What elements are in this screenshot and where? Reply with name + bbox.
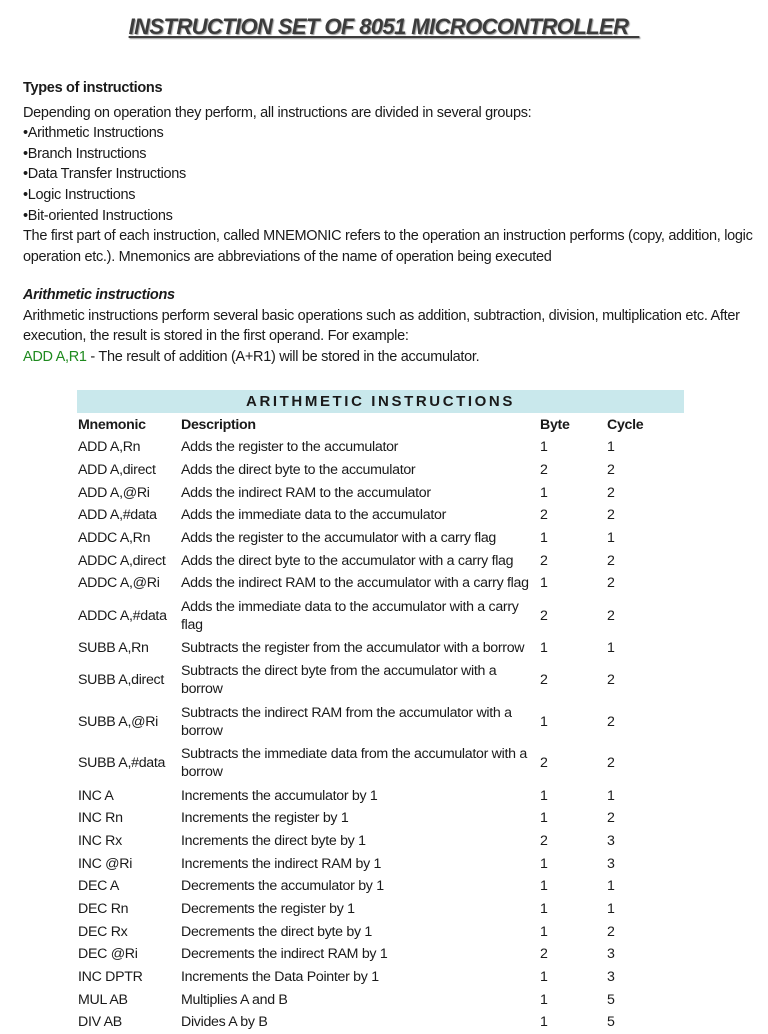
types-intro: Depending on operation they perform, all instructions are divided in several groups: bbox=[23, 104, 532, 121]
instruction-group-list bbox=[23, 123, 758, 226]
document-title: INSTRUCTION SET OF 8051 MICROCONTROLLER bbox=[128, 14, 640, 39]
table-row bbox=[77, 743, 684, 785]
byte-cell: 2 bbox=[540, 832, 548, 849]
table-row bbox=[77, 459, 684, 482]
types-heading: Types of instructions bbox=[23, 80, 163, 96]
cycle-cell: 1 bbox=[607, 439, 615, 456]
description-cell: Adds the immediate data to the accumulator bbox=[181, 507, 446, 524]
description-cell: Increments the register by 1 bbox=[181, 810, 349, 827]
arithmetic-table bbox=[77, 390, 684, 1034]
table-row bbox=[77, 852, 684, 875]
column-header-row bbox=[77, 413, 684, 436]
byte-cell: 1 bbox=[540, 901, 548, 918]
byte-cell: 2 bbox=[540, 552, 548, 569]
table-row bbox=[77, 436, 684, 459]
description-cell: Subtracts the direct byte from the accumulator with a borrow bbox=[181, 663, 497, 698]
cycle-cell: 2 bbox=[607, 755, 615, 772]
description-cell: Adds the immediate data to the accumulator with a carry flag bbox=[181, 598, 519, 633]
mnemonic-cell: ADD A,Rn bbox=[78, 439, 141, 456]
byte-cell: 2 bbox=[540, 672, 548, 689]
byte-cell: 1 bbox=[540, 639, 548, 656]
table-row bbox=[77, 943, 684, 966]
description-cell: Decrements the direct byte by 1 bbox=[181, 923, 372, 940]
byte-cell: 1 bbox=[540, 575, 548, 592]
mnemonic-cell: DEC @Ri bbox=[78, 946, 138, 963]
table-row bbox=[77, 549, 684, 572]
cycle-cell: 2 bbox=[607, 575, 615, 592]
arithmetic-heading: Arithmetic instructions bbox=[23, 287, 175, 303]
cycle-cell: 3 bbox=[607, 969, 615, 986]
mnemonic-cell: INC DPTR bbox=[78, 969, 143, 986]
cycle-cell: 1 bbox=[607, 530, 615, 547]
column-header-mnemonic: Mnemonic bbox=[78, 416, 146, 433]
description-cell: Adds the register to the accumulator with a carry flag bbox=[181, 530, 496, 547]
mnemonic-cell: DEC Rx bbox=[78, 923, 128, 940]
group-item: •Data Transfer Instructions bbox=[23, 166, 186, 183]
column-header-description: Description bbox=[181, 416, 256, 433]
table-row bbox=[77, 504, 684, 527]
description-cell: Subtracts the register from the accumulator with a borrow bbox=[181, 639, 525, 656]
mnemonic-cell: ADDC A,Rn bbox=[78, 530, 151, 547]
description-cell: Adds the register to the accumulator bbox=[181, 439, 399, 456]
byte-cell: 2 bbox=[540, 607, 548, 624]
mnemonic-cell: ADDC A,#data bbox=[78, 607, 167, 624]
table-row bbox=[77, 784, 684, 807]
cycle-cell: 2 bbox=[607, 607, 615, 624]
description-cell: Increments the indirect RAM by 1 bbox=[181, 855, 382, 872]
table-row bbox=[77, 572, 684, 595]
description-cell: Adds the indirect RAM to the accumulator with a carry flag bbox=[181, 575, 529, 592]
cycle-cell: 2 bbox=[607, 713, 615, 730]
cycle-cell: 5 bbox=[607, 1014, 615, 1031]
table-row bbox=[77, 875, 684, 898]
cycle-cell: 5 bbox=[607, 991, 615, 1008]
description-cell: Multiplies A and B bbox=[181, 991, 288, 1008]
group-item: •Branch Instructions bbox=[23, 145, 147, 162]
byte-cell: 1 bbox=[540, 1014, 548, 1031]
example-code: ADD A,R1 bbox=[23, 348, 87, 365]
cycle-cell: 2 bbox=[607, 484, 615, 501]
byte-cell: 1 bbox=[540, 713, 548, 730]
table-row bbox=[77, 637, 684, 660]
description-cell: Decrements the register by 1 bbox=[181, 901, 355, 918]
mnemonic-cell: ADD A,@Ri bbox=[78, 484, 150, 501]
arithmetic-section bbox=[23, 285, 758, 367]
description-cell: Adds the direct byte to the accumulator bbox=[181, 462, 416, 479]
mnemonic-cell: DIV AB bbox=[78, 1014, 122, 1031]
table-header: ARITHMETIC INSTRUCTIONS bbox=[77, 390, 684, 413]
byte-cell: 1 bbox=[540, 991, 548, 1008]
description-cell: Decrements the accumulator by 1 bbox=[181, 878, 384, 895]
arithmetic-example bbox=[23, 347, 758, 368]
table-row bbox=[77, 807, 684, 830]
description-cell: Increments the accumulator by 1 bbox=[181, 787, 378, 804]
instruction-table bbox=[77, 413, 684, 1034]
arithmetic-description: Arithmetic instructions perform several basic operations such as addition, subtraction, division, multiplication etc. After execution, the result is stored in the first operand. For example: bbox=[23, 307, 740, 345]
group-item: •Logic Instructions bbox=[23, 186, 136, 203]
table-row bbox=[77, 966, 684, 989]
cycle-cell: 2 bbox=[607, 923, 615, 940]
mnemonic-cell: SUBB A,#data bbox=[78, 755, 166, 772]
types-section bbox=[23, 78, 758, 267]
byte-cell: 1 bbox=[540, 787, 548, 804]
byte-cell: 2 bbox=[540, 462, 548, 479]
mnemonic-cell: DEC A bbox=[78, 878, 120, 895]
description-cell: Divides A by B bbox=[181, 1014, 268, 1031]
mnemonic-cell: INC Rx bbox=[78, 832, 122, 849]
description-cell: Adds the indirect RAM to the accumulator bbox=[181, 484, 431, 501]
byte-cell: 1 bbox=[540, 530, 548, 547]
cycle-cell: 1 bbox=[607, 878, 615, 895]
table-row bbox=[77, 527, 684, 550]
byte-cell: 1 bbox=[540, 969, 548, 986]
byte-cell: 2 bbox=[540, 946, 548, 963]
cycle-cell: 2 bbox=[607, 507, 615, 524]
cycle-cell: 1 bbox=[607, 787, 615, 804]
table-row bbox=[77, 830, 684, 853]
mnemonic-cell: ADD A,#data bbox=[78, 507, 157, 524]
mnemonic-cell: SUBB A,@Ri bbox=[78, 713, 158, 730]
cycle-cell: 2 bbox=[607, 672, 615, 689]
group-item: •Arithmetic Instructions bbox=[23, 125, 164, 142]
mnemonic-cell: ADDC A,direct bbox=[78, 552, 166, 569]
table-row bbox=[77, 701, 684, 743]
description-cell: Subtracts the immediate data from the accumulator with a borrow bbox=[181, 746, 527, 781]
mnemonic-cell: SUBB A,direct bbox=[78, 672, 164, 689]
description-cell: Decrements the indirect RAM by 1 bbox=[181, 946, 388, 963]
cycle-cell: 2 bbox=[607, 462, 615, 479]
mnemonic-cell: ADDC A,@Ri bbox=[78, 575, 160, 592]
cycle-cell: 2 bbox=[607, 552, 615, 569]
byte-cell: 1 bbox=[540, 439, 548, 456]
mnemonic-cell: INC A bbox=[78, 787, 114, 804]
byte-cell: 2 bbox=[540, 755, 548, 772]
byte-cell: 1 bbox=[540, 484, 548, 501]
mnemonic-cell: ADD A,direct bbox=[78, 462, 156, 479]
column-header-byte: Byte bbox=[540, 416, 570, 433]
cycle-cell: 1 bbox=[607, 639, 615, 656]
byte-cell: 1 bbox=[540, 878, 548, 895]
table-row bbox=[77, 481, 684, 504]
table-row bbox=[77, 1011, 684, 1034]
group-item: •Bit-oriented Instructions bbox=[23, 207, 173, 224]
table-row bbox=[77, 988, 684, 1011]
mnemonic-note: The first part of each instruction, called MNEMONIC refers to the operation an instruction performs (copy, addition, logic operation etc.). Mnemonics are abbreviations of the name of operation being executed bbox=[23, 228, 753, 265]
mnemonic-cell: MUL AB bbox=[78, 991, 128, 1008]
cycle-cell: 3 bbox=[607, 855, 615, 872]
mnemonic-cell: SUBB A,Rn bbox=[78, 639, 149, 656]
column-header-cycle: Cycle bbox=[607, 416, 644, 433]
mnemonic-cell: INC Rn bbox=[78, 810, 123, 827]
table-row bbox=[77, 920, 684, 943]
description-cell: Subtracts the indirect RAM from the accumulator with a borrow bbox=[181, 704, 512, 739]
byte-cell: 2 bbox=[540, 507, 548, 524]
mnemonic-cell: INC @Ri bbox=[78, 855, 133, 872]
cycle-cell: 3 bbox=[607, 832, 615, 849]
byte-cell: 1 bbox=[540, 923, 548, 940]
table-row bbox=[77, 659, 684, 701]
description-cell: Increments the direct byte by 1 bbox=[181, 832, 366, 849]
mnemonic-cell: DEC Rn bbox=[78, 901, 129, 918]
cycle-cell: 3 bbox=[607, 946, 615, 963]
description-cell: Adds the direct byte to the accumulator with a carry flag bbox=[181, 552, 514, 569]
table-row bbox=[77, 595, 684, 637]
cycle-cell: 2 bbox=[607, 810, 615, 827]
byte-cell: 1 bbox=[540, 810, 548, 827]
byte-cell: 1 bbox=[540, 855, 548, 872]
example-text: - The result of addition (A+R1) will be stored in the accumulator. bbox=[86, 348, 480, 365]
cycle-cell: 1 bbox=[607, 901, 615, 918]
description-cell: Increments the Data Pointer by 1 bbox=[181, 969, 379, 986]
table-row bbox=[77, 898, 684, 921]
